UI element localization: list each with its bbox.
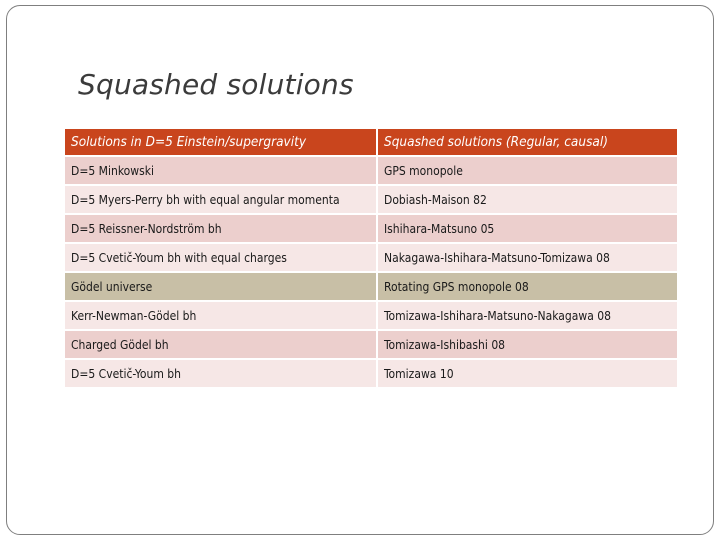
- squashed-solution-cell: Tomizawa-Ishibashi 08: [377, 330, 677, 359]
- table-row: [65, 359, 677, 387]
- squashed-solution-cell: Tomizawa 10: [377, 359, 677, 387]
- solutions-table: [65, 129, 677, 387]
- slide-title: Squashed solutions: [78, 68, 354, 101]
- squashed-solution-cell: Dobiash-Maison 82: [377, 185, 677, 214]
- solution-cell: D=5 Minkowski: [65, 156, 377, 185]
- squashed-solution-cell: Ishihara-Matsuno 05: [377, 214, 677, 243]
- squashed-solution-cell: Rotating GPS monopole 08: [377, 272, 677, 301]
- table-row-highlighted: [65, 272, 677, 301]
- solution-cell: Charged Gödel bh: [65, 330, 377, 359]
- squashed-solution-cell: Nakagawa-Ishihara-Matsuno-Tomizawa 08: [377, 243, 677, 272]
- solution-cell: D=5 Myers-Perry bh with equal angular momenta: [65, 185, 377, 214]
- header-einstein-solutions: Solutions in D=5 Einstein/supergravity: [65, 129, 377, 156]
- squashed-solution-cell: Tomizawa-Ishihara-Matsuno-Nakagawa 08: [377, 301, 677, 330]
- solution-cell: Gödel universe: [65, 272, 377, 301]
- header-squashed-solutions: Squashed solutions (Regular, causal): [377, 129, 677, 156]
- solution-cell: D=5 Cvetič-Youm bh with equal charges: [65, 243, 377, 272]
- table-row: [65, 185, 677, 214]
- squashed-solution-cell: GPS monopole: [377, 156, 677, 185]
- table-row: [65, 156, 677, 185]
- solution-cell: Kerr-Newman-Gödel bh: [65, 301, 377, 330]
- table-header-row: [65, 129, 677, 156]
- solution-cell: D=5 Reissner-Nordström bh: [65, 214, 377, 243]
- table-row: [65, 301, 677, 330]
- table-row: [65, 243, 677, 272]
- table-row: [65, 214, 677, 243]
- table-row: [65, 330, 677, 359]
- solution-cell: D=5 Cvetič-Youm bh: [65, 359, 377, 387]
